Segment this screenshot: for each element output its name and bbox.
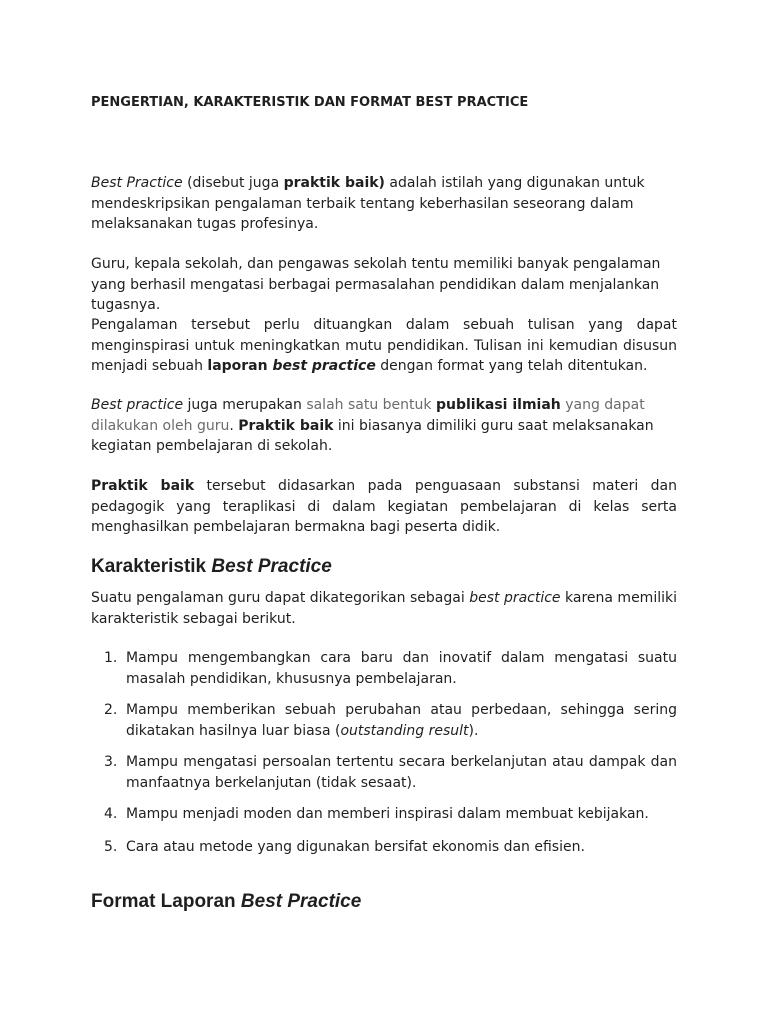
paragraph-text: juga merupakan (183, 397, 307, 413)
paragraph-text: karena memiliki karakteristik sebagai berikut. (91, 590, 677, 627)
heading-karakteristik (91, 556, 332, 578)
paragraph-publication (91, 395, 677, 457)
paragraph-text: dengan format yang telah ditentukan. (375, 358, 648, 374)
paragraph-text: adalah istilah yang digunakan untuk mendeskripsikan pengalaman terbaik tentang keberhasilan seseorang dalam melaksanakan tugas profesinya. (91, 175, 645, 232)
paragraph-text: ini biasanya dimiliki guru saat melaksanakan kegiatan pembelajaran di sekolah. (91, 417, 654, 454)
paragraph-basis (91, 476, 677, 538)
heading-text-italic: Best Practice (211, 556, 332, 577)
heading-text: Format Laporan (91, 891, 241, 912)
term-best-practice: best practice (469, 590, 561, 606)
term-praktik-baik: praktik baik) (283, 175, 385, 191)
document-title: PENGERTIAN, KARAKTERISTIK DAN FORMAT BEST PRACTICE (91, 95, 529, 110)
heading-format (91, 891, 361, 913)
term-praktik-baik: Praktik baik (238, 417, 334, 434)
paragraph-text-muted: yang dapat dilakukan oleh guru (91, 397, 645, 434)
list-number: 3. (104, 754, 118, 770)
heading-text: Karakteristik (91, 556, 212, 577)
term-laporan: laporan (207, 358, 273, 374)
list-text-italic: outstanding result (340, 722, 469, 739)
list-item (91, 700, 677, 741)
paragraph-criteria-intro (91, 588, 677, 629)
list-text: Cara atau metode yang digunakan bersifat ekonomis dan efisien. (126, 838, 585, 855)
list-number: 5. (104, 838, 118, 855)
list-text: ). (468, 722, 479, 739)
term-best-practice: best practice (272, 358, 376, 374)
list-number: 1. (104, 650, 118, 666)
term-best-practice: Best Practice (91, 175, 183, 191)
term-best-practice: Best practice (91, 397, 184, 413)
list-item (91, 752, 677, 793)
list-text: Mampu mengembangkan cara baru dan inovatif dalam mengatasi suatu masalah pendidikan, khususnya pembelajaran. (126, 650, 677, 687)
characteristics-list (91, 648, 677, 857)
list-item (91, 804, 677, 825)
paragraph-text: Pengalaman tersebut perlu dituangkan dalam sebuah tulisan yang dapat menginspirasi untuk meningkatkan mutu pendidikan. Tulisan ini kemudian disusun menjadi sebuah (91, 317, 677, 374)
list-text: Mampu mengatasi persoalan tertentu secara berkelanjutan atau dampak dan manfaatnya berkelanjutan (tidak sesaat). (126, 754, 677, 791)
paragraph-text-muted: salah satu bentuk (306, 397, 436, 413)
list-text: Mampu menjadi moden dan memberi inspirasi dalam membuat kebijakan. (126, 806, 649, 822)
paragraph-text: tersebut didasarkan pada penguasaan substansi materi dan pedagogik yang teraplikasi di dalam kegiatan pembelajaran di kelas serta menghasilkan pembelajaran bermakna bagi peserta didik. (91, 478, 677, 535)
list-text: Mampu memberikan sebuah perubahan atau perbedaan, sehingga sering dikatakan hasilnya luar biasa ( (126, 702, 677, 739)
list-number: 4. (104, 806, 118, 822)
paragraph-text: . (229, 417, 239, 434)
paragraph-experience: Guru, kepala sekolah, dan pengawas sekolah tentu memiliki banyak pengalaman yang berhasil mengatasi berbagai permasalahan pendidikan dalam menjalankan tugasnya. (91, 256, 661, 313)
heading-text-italic: Best Practice (240, 891, 362, 912)
paragraph-writing (91, 315, 677, 377)
paragraph-text: Suatu pengalaman guru dapat dikategorikan sebagai (91, 590, 470, 606)
term-publikasi-ilmiah: publikasi ilmiah (435, 397, 561, 413)
term-praktik-baik: Praktik baik (91, 478, 195, 494)
paragraph-definition (91, 173, 677, 235)
paragraph-text: (disebut juga (182, 175, 284, 191)
list-number: 2. (104, 702, 118, 718)
list-item (91, 837, 677, 858)
list-item (91, 648, 677, 689)
